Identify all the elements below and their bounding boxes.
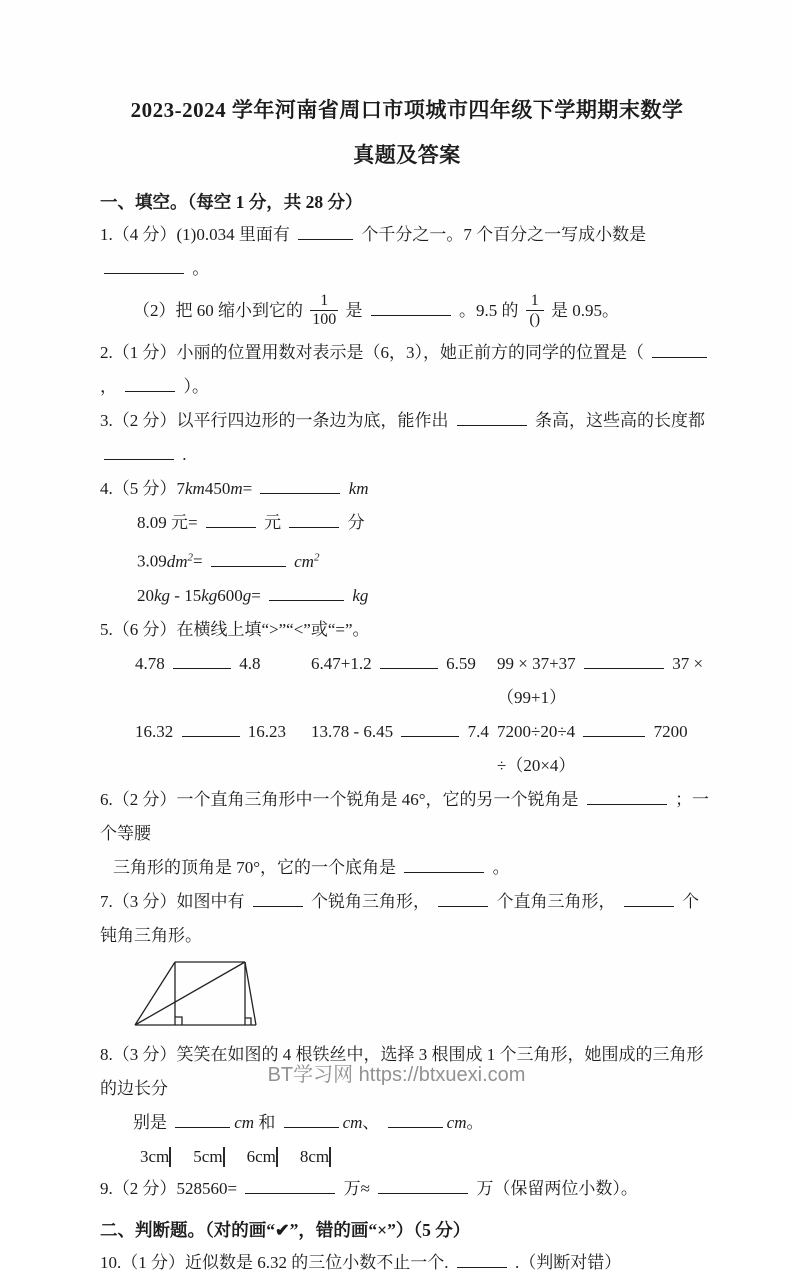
q1-text: 个千分之一。7 个百分之一写成小数是	[361, 225, 647, 244]
unit-cm: cm	[446, 1112, 467, 1132]
answer-blank	[125, 373, 175, 392]
question-5-head: 5.（6 分）在横线上填“>”“<”或“=”。	[100, 619, 370, 639]
answer-blank	[253, 888, 303, 907]
answer-blank	[583, 718, 645, 737]
question-10	[100, 1246, 714, 1280]
q9-text: 万≈	[343, 1178, 370, 1198]
answer-blank	[587, 786, 667, 805]
wire-bracket	[329, 1147, 331, 1167]
question-7	[100, 885, 714, 953]
answer-blank	[401, 718, 459, 737]
q10-text: 10.（1 分）近似数是 6.32 的三位小数不止一个.	[100, 1252, 449, 1272]
wire-3cm	[140, 1146, 171, 1168]
unit-g: g	[242, 585, 252, 605]
question-8-line2	[133, 1106, 714, 1140]
q3-text: .	[182, 445, 187, 464]
triangle-figure	[128, 957, 714, 1036]
unit-km: km	[185, 479, 205, 498]
q4-text: 8.09 元=	[137, 513, 198, 532]
answer-blank	[457, 1249, 507, 1268]
q4-text: 600	[217, 585, 243, 605]
q5-compare-cell: 6.47+1.2 6.59	[311, 647, 497, 715]
q3-text: 3.（2 分）以平行四边形的一条边为底，能作出	[100, 411, 449, 430]
q6-text: 三角形的顶角是 70°，它的一个底角是	[113, 857, 397, 877]
section2-heading: 二、判断题。（对的画“✔”，错的画“×”）（5 分）	[100, 1219, 471, 1240]
paper-title-line2: 真题及答案	[353, 143, 461, 167]
answer-blank	[378, 1175, 468, 1194]
question-8-line1: 8.（3 分）笑笑在如图的 4 根铁丝中，选择 3 根围成 1 个三角形，她围成的三角形的边长分	[100, 1044, 704, 1098]
question-4-line2	[137, 506, 714, 540]
answer-blank	[182, 718, 240, 737]
answer-blank	[211, 548, 286, 567]
unit-km: km	[348, 479, 369, 498]
q9-text: 9.（2 分）528560=	[100, 1178, 238, 1198]
q8-text: 和	[258, 1112, 276, 1132]
q4-text: 4.（5 分）7	[100, 479, 185, 498]
wire-label: 8cm	[299, 1146, 330, 1166]
question-4-line3	[137, 540, 714, 579]
q4-text: =	[251, 585, 261, 605]
paper-title	[100, 88, 714, 178]
question-6-line2	[113, 851, 714, 885]
answer-blank	[260, 475, 340, 494]
q4-text: =	[242, 479, 253, 498]
paper-title-line1: 2023-2024 学年河南省周口市项城市四年级下学期期末数学	[130, 98, 684, 122]
q6-text: 。	[492, 857, 510, 877]
q4-text: 元	[264, 513, 282, 532]
q1-text: 。	[192, 259, 210, 278]
wire-bracket	[223, 1147, 225, 1167]
answer-blank	[173, 650, 231, 669]
answer-blank	[284, 1109, 339, 1128]
q1-text: 。9.5 的	[459, 301, 519, 320]
answer-blank	[652, 339, 707, 358]
q7-text: 个直角三角形，	[496, 891, 616, 911]
wire-label: 3cm	[140, 1146, 170, 1166]
q4-text: 20	[137, 585, 154, 605]
q5-compare-cell: 13.78 - 6.45 7.4	[311, 715, 497, 783]
question-2	[100, 336, 714, 404]
wire-5cm	[193, 1146, 224, 1168]
q1-text: 是	[345, 301, 363, 320]
unit-dm2: $dm^2$	[166, 551, 194, 571]
footer-site-link[interactable]: BT学习网 https://btxuexi.com	[267, 1064, 526, 1086]
question-1-line2	[133, 286, 714, 336]
q4-text: 分	[347, 513, 365, 532]
answer-blank	[404, 854, 484, 873]
q10-text: .（判断对错）	[515, 1252, 622, 1272]
q1-text: 是 0.95。	[551, 301, 619, 320]
answer-blank	[584, 650, 664, 669]
unit-cm: cm	[234, 1112, 255, 1132]
question-1-line1	[100, 218, 714, 286]
q6-text: ；一个等腰	[100, 789, 710, 843]
unit-cm2: $cm^2$	[294, 551, 320, 571]
q5-compare-cell: 99 × 37+37 37 × （99+1）	[497, 647, 714, 715]
question-6-line1	[100, 783, 714, 851]
q1-text: 1.（4 分）(1)0.034 里面有	[100, 225, 290, 244]
question-4-line4	[137, 579, 714, 613]
question-3	[100, 404, 714, 472]
q4-text: =	[193, 551, 203, 571]
fraction-1-over-blank: $\frac{1}{()}$	[526, 292, 544, 329]
q4-text: 3.09	[137, 551, 167, 571]
answer-blank	[388, 1109, 443, 1128]
answer-blank	[380, 650, 438, 669]
question-5-row2	[135, 715, 714, 783]
q7-text: 个锐角三角形，	[311, 891, 430, 911]
q9-text: 万（保留两位小数）。	[476, 1178, 638, 1198]
answer-blank	[298, 221, 353, 240]
q6-text: 6.（2 分）一个直角三角形中一个锐角是 46°，它的另一个锐角是	[100, 789, 579, 809]
wire-8cm	[300, 1146, 331, 1168]
q3-text: 条高，这些高的长度都	[535, 411, 705, 430]
q5-compare-cell: 16.32 16.23	[135, 715, 311, 783]
unit-m: m	[230, 479, 243, 498]
q8-text: 。	[466, 1112, 484, 1132]
q5-compare-cell: 4.78 4.8	[135, 647, 311, 715]
q2-text: 2.（1 分）小丽的位置用数对表示是（6，3），她正前方的同学的位置是（	[100, 343, 644, 362]
exam-content	[100, 88, 714, 1280]
q2-text: ）。	[183, 377, 209, 396]
wire-bracket	[276, 1147, 278, 1167]
triangle-diagram-svg	[128, 957, 263, 1031]
question-9	[100, 1172, 714, 1206]
q4-text: - 15	[170, 585, 202, 605]
answer-blank	[104, 441, 174, 460]
wire-segments-figure	[140, 1146, 714, 1168]
answer-blank	[245, 1175, 335, 1194]
q5-compare-cell: 7200÷20÷4 7200 ÷（20×4）	[497, 715, 714, 783]
q7-text: 7.（3 分）如图中有	[100, 891, 245, 911]
page-footer	[0, 1058, 793, 1087]
answer-blank	[438, 888, 488, 907]
wire-label: 6cm	[246, 1146, 276, 1166]
section1-heading: 一、填空。（每空 1 分，共 28 分）	[100, 192, 363, 212]
answer-blank	[371, 297, 451, 316]
answer-blank	[175, 1109, 230, 1128]
wire-label: 5cm	[193, 1146, 223, 1166]
question-5-row1	[135, 647, 714, 715]
answer-blank	[206, 509, 256, 528]
q1-text: （2）把 60 缩小到它的	[133, 301, 303, 320]
q4-text: 450	[204, 479, 231, 498]
unit-cm: cm	[342, 1112, 363, 1132]
answer-blank	[269, 582, 344, 601]
wire-6cm	[247, 1146, 278, 1168]
answer-blank	[624, 888, 674, 907]
answer-blank	[289, 509, 339, 528]
unit-kg: kg	[352, 585, 369, 605]
answer-blank	[104, 255, 184, 274]
wire-bracket	[169, 1147, 171, 1167]
answer-blank	[457, 407, 527, 426]
fraction-1-over-100: $\frac{1}{100}$	[312, 291, 337, 328]
q7-text: 个钝角三角形。	[100, 891, 699, 945]
q8-text: 别是	[133, 1112, 167, 1132]
q2-text: ，	[100, 377, 117, 396]
q8-text: 、	[362, 1112, 380, 1132]
unit-kg: kg	[201, 585, 218, 605]
unit-kg: kg	[154, 585, 171, 605]
question-4-line1	[100, 472, 714, 506]
